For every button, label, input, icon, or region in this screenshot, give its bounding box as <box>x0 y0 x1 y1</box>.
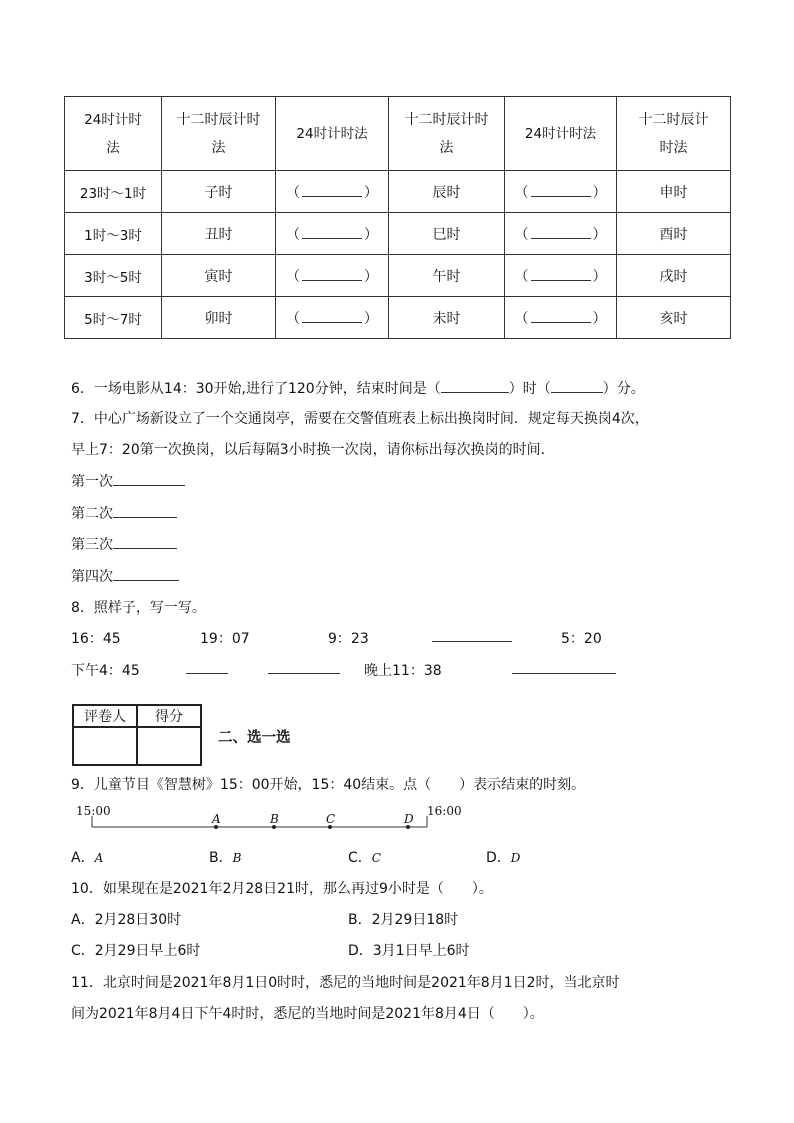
q8-blank-4[interactable] <box>512 660 616 678</box>
timeline-label-a: A <box>212 812 221 826</box>
q7-blank-2[interactable] <box>113 504 177 518</box>
q8-example-time-1: 16：45 <box>71 631 121 647</box>
cell-24h: 1时～3时 <box>65 213 162 255</box>
timeline-label-c: C <box>326 812 336 826</box>
cell-shichen: 寅时 <box>162 255 276 297</box>
cell-shichen: 午时 <box>389 255 505 297</box>
q8-example-time-4: 5：20 <box>561 631 602 647</box>
cell-shichen: 丑时 <box>162 213 276 255</box>
q6-hour-blank[interactable] <box>441 379 509 393</box>
q8-example-time-6: 晚上11：38 <box>364 663 442 679</box>
header-24h-3: 24时计时法 <box>505 97 617 171</box>
cell-24h: 5时～7时 <box>65 297 162 339</box>
q6-text-a: 6．一场电影从14：30开始,进行了120分钟，结束时间是（ <box>71 381 441 397</box>
answer-blank[interactable]: （ ） <box>505 255 617 297</box>
q9-option-c[interactable]: C．C <box>348 850 381 866</box>
question-6 <box>71 378 645 398</box>
time-system-table <box>64 96 731 339</box>
score-field[interactable] <box>137 727 201 765</box>
question-9: 9．儿童节目《智慧树》15：00开始，15：40结束。点（ ）表示结束的时刻。 <box>71 777 586 793</box>
q10-option-b[interactable]: B．2月29日18时 <box>348 912 459 928</box>
q8-blank-2[interactable] <box>186 660 228 678</box>
cell-shichen: 酉时 <box>617 213 731 255</box>
q9-option-a[interactable]: A．A <box>71 850 104 866</box>
question-11-line-2: 间为2021年8月4日下午4时时，悉尼的当地时间是2021年8月4日（ ）。 <box>71 1006 544 1022</box>
cell-shichen: 未时 <box>389 297 505 339</box>
cell-24h: 23时～1时 <box>65 171 162 213</box>
answer-blank[interactable]: （ ） <box>505 171 617 213</box>
header-shichen-3: 十二时辰计 时法 <box>617 97 731 171</box>
q8-example-time-5: 下午4：45 <box>71 663 140 679</box>
question-7-line-1: 7．中心广场新设立了一个交通岗亭，需要在交警值班表上标出换岗时间．规定每天换岗4次， <box>71 411 649 427</box>
q8-blank-1[interactable] <box>432 628 512 646</box>
timeline-diagram <box>72 800 472 836</box>
header-24h-1: 24时计时法 <box>65 97 162 171</box>
table-header-row <box>65 97 731 171</box>
question-8-title: 8．照样子，写一写。 <box>71 600 206 616</box>
cell-shichen: 巳时 <box>389 213 505 255</box>
cell-shichen: 申时 <box>617 171 731 213</box>
answer-blank[interactable]: （ ） <box>505 297 617 339</box>
q6-text-b: ）时（ <box>508 381 551 397</box>
q7-item-2: 第二次 <box>71 503 177 523</box>
q8-example-time-2: 19：07 <box>200 631 250 647</box>
timeline-end-label: 16:00 <box>427 804 462 818</box>
answer-blank[interactable]: （ ） <box>276 213 389 255</box>
q10-option-a[interactable]: A．2月28日30时 <box>71 912 182 928</box>
q8-example-time-3: 9：23 <box>328 631 369 647</box>
q9-option-b[interactable]: B．B <box>209 850 242 866</box>
q7-item-3: 第三次 <box>71 534 177 554</box>
q7-blank-4[interactable] <box>113 567 179 581</box>
timeline-label-d: D <box>404 812 414 826</box>
section-title: 二、选一选 <box>218 730 291 746</box>
answer-blank[interactable]: （ ） <box>276 255 389 297</box>
timeline-label-b: B <box>270 812 279 826</box>
score-label: 得分 <box>137 705 201 727</box>
cell-shichen: 辰时 <box>389 171 505 213</box>
grader-field[interactable] <box>73 727 137 765</box>
header-shichen-2: 十二时辰计时 法 <box>389 97 505 171</box>
cell-shichen: 亥时 <box>617 297 731 339</box>
cell-24h: 3时～5时 <box>65 255 162 297</box>
cell-shichen: 卯时 <box>162 297 276 339</box>
answer-blank[interactable]: （ ） <box>276 297 389 339</box>
answer-blank[interactable]: （ ） <box>276 171 389 213</box>
q7-item-4: 第四次 <box>71 566 179 586</box>
table-row <box>65 213 731 255</box>
q6-minute-blank[interactable] <box>551 379 603 393</box>
answer-blank[interactable]: （ ） <box>505 213 617 255</box>
question-7-line-2: 早上7：20第一次换岗，以后每隔3小时换一次岗，请你标出每次换岗的时间． <box>71 442 555 458</box>
q10-option-c[interactable]: C．2月29日早上6时 <box>71 943 201 959</box>
grader-label: 评卷人 <box>73 705 137 727</box>
timeline-start-label: 15:00 <box>76 804 111 818</box>
table-row <box>65 255 731 297</box>
q7-blank-1[interactable] <box>113 472 185 486</box>
cell-shichen: 子时 <box>162 171 276 213</box>
header-24h-2: 24时计时法 <box>276 97 389 171</box>
q8-blank-3[interactable] <box>268 660 340 678</box>
q7-item-1: 第一次 <box>71 471 185 491</box>
table-row <box>65 171 731 213</box>
question-11-line-1: 11．北京时间是2021年8月1日0时时，悉尼的当地时间是2021年8月1日2时，当北京时 <box>71 975 620 991</box>
question-10: 10．如果现在是2021年2月28日21时，那么再过9小时是（ ）。 <box>71 881 493 897</box>
table-row <box>65 297 731 339</box>
q9-option-d[interactable]: D．D <box>486 850 521 866</box>
header-shichen-1: 十二时辰计时 法 <box>162 97 276 171</box>
q6-text-c: ）分。 <box>602 381 645 397</box>
score-table <box>72 704 202 766</box>
q10-option-d[interactable]: D．3月1日早上6时 <box>348 943 470 959</box>
cell-shichen: 戌时 <box>617 255 731 297</box>
q7-blank-3[interactable] <box>113 535 177 549</box>
